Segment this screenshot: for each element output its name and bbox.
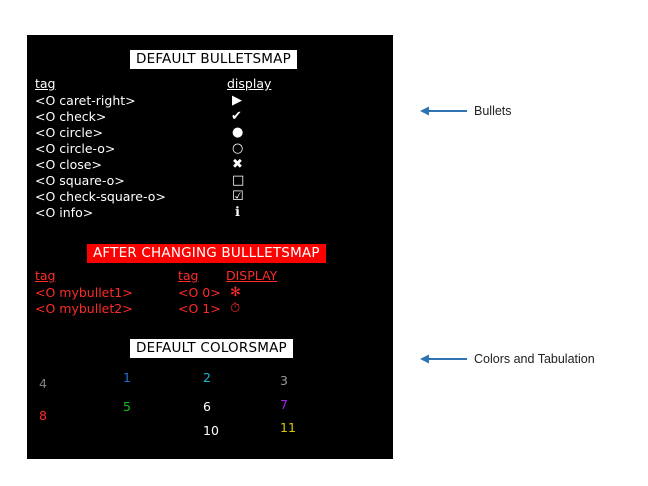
colors-annotation-arrow: [420, 352, 468, 364]
caret-right-icon: ▶: [232, 93, 242, 108]
color-cell: 8: [39, 408, 47, 423]
color-cell: 4: [39, 376, 47, 391]
bullets-display-header: display: [227, 76, 272, 91]
bullets-row-tag: <O check>: [35, 109, 107, 124]
circle-filled-icon: ●: [232, 125, 244, 140]
color-cell: 11: [280, 420, 296, 435]
color-cell: 3: [280, 373, 288, 388]
color-cell: 6: [203, 399, 211, 414]
color-cell: 5: [123, 399, 131, 414]
bullets-row-tag: <O caret-right>: [35, 93, 136, 108]
colors-annotation-label: Colors and Tabulation: [474, 352, 595, 366]
check-icon: ✔: [231, 109, 242, 124]
custom-row-tag-right: <O 0>: [178, 285, 221, 300]
default-bulletsmap-banner: DEFAULT BULLETSMAP: [130, 50, 297, 69]
info-icon: ℹ: [235, 205, 240, 220]
bullets-row-tag: <O close>: [35, 157, 102, 172]
stopwatch-icon: ⏱: [230, 301, 241, 316]
color-cell: 10: [203, 423, 219, 438]
custom-row-tag-right: <O 1>: [178, 301, 221, 316]
custom-tag-right-header: tag: [178, 268, 199, 283]
after-changing-bulletsmap-banner: AFTER CHANGING BULLLETSMAP: [87, 244, 326, 263]
bullets-row-tag: <O square-o>: [35, 173, 125, 188]
bullets-row-tag: <O circle>: [35, 125, 104, 140]
bullets-annotation-arrow: [420, 104, 468, 116]
bullets-annotation-label: Bullets: [474, 104, 512, 118]
color-cell: 7: [280, 397, 288, 412]
default-colorsmap-banner: DEFAULT COLORSMAP: [130, 339, 293, 358]
color-cell: 2: [203, 370, 211, 385]
circle-outline-icon: ○: [232, 141, 244, 156]
bullets-tag-header: tag: [35, 76, 56, 91]
custom-row-tag-left: <O mybullet2>: [35, 301, 133, 316]
custom-display-header: DISPLAY: [226, 268, 278, 283]
terminal-window[interactable]: [27, 35, 393, 459]
asterisk-flower-icon: ✻: [230, 285, 241, 300]
square-outline-icon: □: [232, 173, 245, 188]
color-cell: 1: [123, 370, 131, 385]
custom-row-tag-left: <O mybullet1>: [35, 285, 133, 300]
custom-tag-left-header: tag: [35, 268, 56, 283]
bullets-row-tag: <O check-square-o>: [35, 189, 166, 204]
bullets-row-tag: <O info>: [35, 205, 94, 220]
bullets-row-tag: <O circle-o>: [35, 141, 116, 156]
check-square-icon: ☑: [232, 189, 244, 204]
close-icon: ✖: [232, 157, 243, 172]
